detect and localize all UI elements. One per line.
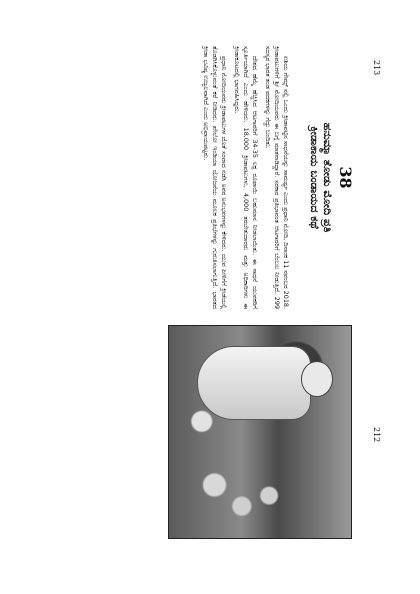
figure-head [301,361,333,397]
body-paragraph: ದೇಶದ ಹೆಮ್ಮೆ ಹೆಚ್ಚಿಸಿದ ಆಟಗಾರರಿಗೆ 34-35 ಲಕ್ಷ ರೂಪಾಯಿ ಬಹುಮಾನ ನೀಡಲಾಯಿತು. ಈ ಸಾಧನೆ ಯುವಕರಿಗೆ ಸ್ಪೂರ್ತಿಯಾಗಿದೆ ಎಂದು ಹೇಳಿದರು. 18,000 ಕ್ರೀಡಾಪಟುಗಳು, 4,000 ತರಬೇತುದಾರರು ಮತ್ತು ಅಧಿಕಾರಿಗಳು ಈ ಕ್ರೀಡಾಕೂಟದಲ್ಲಿ ಭಾಗವಹಿಸಿದ್ದರು. [233,46,259,309]
chapter-number: 38 [336,166,355,189]
text-page-rotated [90,40,355,315]
page-number-left: 212 [372,427,381,443]
central-figure [197,346,311,420]
chapter-title-line-2: ಕ್ರೀಡಾಕಾಯ ಬಂಡಾಯದ ಕಥೆ [308,126,321,229]
chapter-body [201,40,290,315]
chapter-title-line-1: ಹನುಮ್ಮಾ ತೋಡು ಮೋದಿ ಪ್ರತಿ [321,122,334,233]
text-page [90,40,355,315]
body-paragraph: ಪ್ರಧಾನಿ ಮೋದಿಯವರು ಕ್ರೀಡಾಪಟುಗಳ ಜೊತೆ ಸಂವಾದ ನಡೆಸಿ ಅವರ ಅನುಭವಗಳನ್ನು ಕೇಳಿದರು. ಯುವ ಪೀಳಿಗೆಗೆ ಕ್ರೀಡೆಯಲ್ಲಿ ತೊಡಗಿಸಿಕೊಳ್ಳುವಂತೆ ಕರೆ ನೀಡಿದರು. ಖೇಲೋ ಇಂಡಿಯಾ ಯೋಜನೆಯ ಮೂಲಕ ಪ್ರತಿಭೆಗಳನ್ನು ಗುರುತಿಸಲಾಗುತ್ತಿದೆ. ಭಾರತದ ಕ್ರೀಡಾ ಭವಿಷ್ಯ ಉಜ್ವಲವಾಗಿದೆ ಎಂದು ಅಭಿಪ್ರಾಯಪಟ್ಟರು. [202,46,228,309]
body-paragraph: ಏಶಿಯ ಗೇಮ್ಸ್ ನಲ್ಲಿ ಒಂದು ಕ್ರೀಡಾಪಟ್ಟಿನ ಸಾಧನೆಯನ್ನು ಸಾಮರ್ಥ್ಯ ಎಂದು ಪ್ರಧಾನಿ ಮೋದಿ, ದಿನಾಂಕ 11 ನವಂಬರ 2018. ಕ್ರೀಡಾಪಟುಗಳಿಗೆ ಶ್ರೀ ಮೋದಿಯವರು ಈ ಬಗ್ಗೆ ಮಾತನಾಡಿದ್ದಾರೆ. ಸರಕಾರ ಪ್ರತಿಭಾವಂತ ಆಟಗಾರರಿಗೆ ಬೆಂಬಲ ನೀಡುತ್ತಿದೆ. 299 ಸದಸ್ಯರ ಭಾರತ ತಂಡ ಪದಕಗಳನ್ನು ಗೆದ್ದು ಬಂದಿತು. [264,46,290,309]
chapter-photo [168,325,352,539]
page-number-right: 213 [372,60,381,76]
